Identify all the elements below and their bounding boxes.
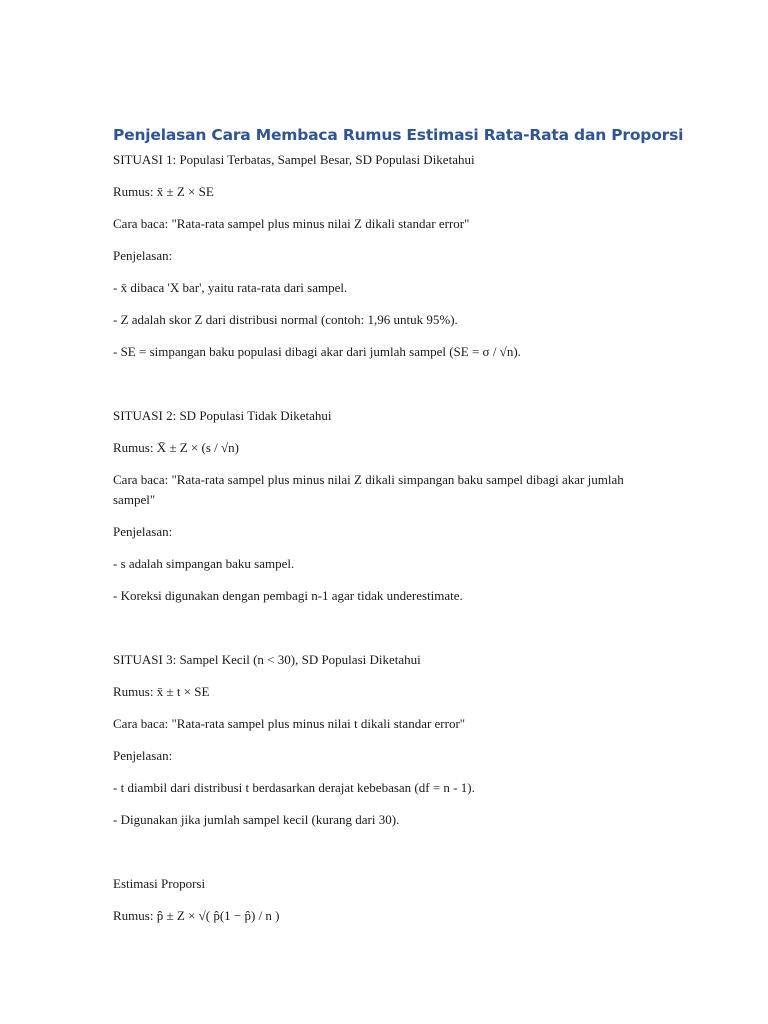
- formula-line: Rumus: x̄ ± t × SE: [113, 684, 210, 699]
- reading-line: Cara baca: "Rata-rata sampel plus minus nilai t dikali standar error": [113, 716, 466, 731]
- section-heading-estimasi-proporsi: Estimasi Proporsi: [113, 876, 206, 891]
- bullet-item: - t diambil dari distribusi t berdasarkan derajat kebebasan (df = n - 1).: [113, 780, 475, 795]
- document-title: Penjelasan Cara Membaca Rumus Estimasi Rata-Rata dan Proporsi: [113, 126, 684, 144]
- formula-line: Rumus: p̂ ± Z × √( p̂(1 − p̂) / n ): [113, 908, 280, 923]
- explanation-label: Penjelasan:: [113, 248, 173, 263]
- section-heading-situasi-1: SITUASI 1: Populasi Terbatas, Sampel Besar, SD Populasi Diketahui: [113, 152, 475, 167]
- explanation-label: Penjelasan:: [113, 748, 173, 763]
- reading-line: Cara baca: "Rata-rata sampel plus minus nilai Z dikali simpangan baku sampel dibagi akar jumlah sampel": [113, 472, 624, 507]
- bullet-item: - s adalah simpangan baku sampel.: [113, 556, 295, 571]
- bullet-item: - Koreksi digunakan dengan pembagi n-1 agar tidak underestimate.: [113, 588, 463, 603]
- section-heading-situasi-2: SITUASI 2: SD Populasi Tidak Diketahui: [113, 408, 332, 423]
- formula-line: Rumus: X̄ ± Z × (s / √n): [113, 440, 239, 455]
- formula-line: Rumus: x̄ ± Z × SE: [113, 184, 214, 199]
- reading-line: Cara baca: "Rata-rata sampel plus minus nilai Z dikali standar error": [113, 216, 470, 231]
- explanation-label: Penjelasan:: [113, 524, 173, 539]
- bullet-item: - Z adalah skor Z dari distribusi normal (contoh: 1,96 untuk 95%).: [113, 312, 458, 327]
- bullet-item: - Digunakan jika jumlah sampel kecil (kurang dari 30).: [113, 812, 400, 827]
- section-heading-situasi-3: SITUASI 3: Sampel Kecil (n < 30), SD Populasi Diketahui: [113, 652, 421, 667]
- bullet-item: - x̄ dibaca 'X bar', yaitu rata-rata dari sampel.: [113, 280, 348, 295]
- bullet-item: - SE = simpangan baku populasi dibagi akar dari jumlah sampel (SE = σ / √n).: [113, 344, 521, 359]
